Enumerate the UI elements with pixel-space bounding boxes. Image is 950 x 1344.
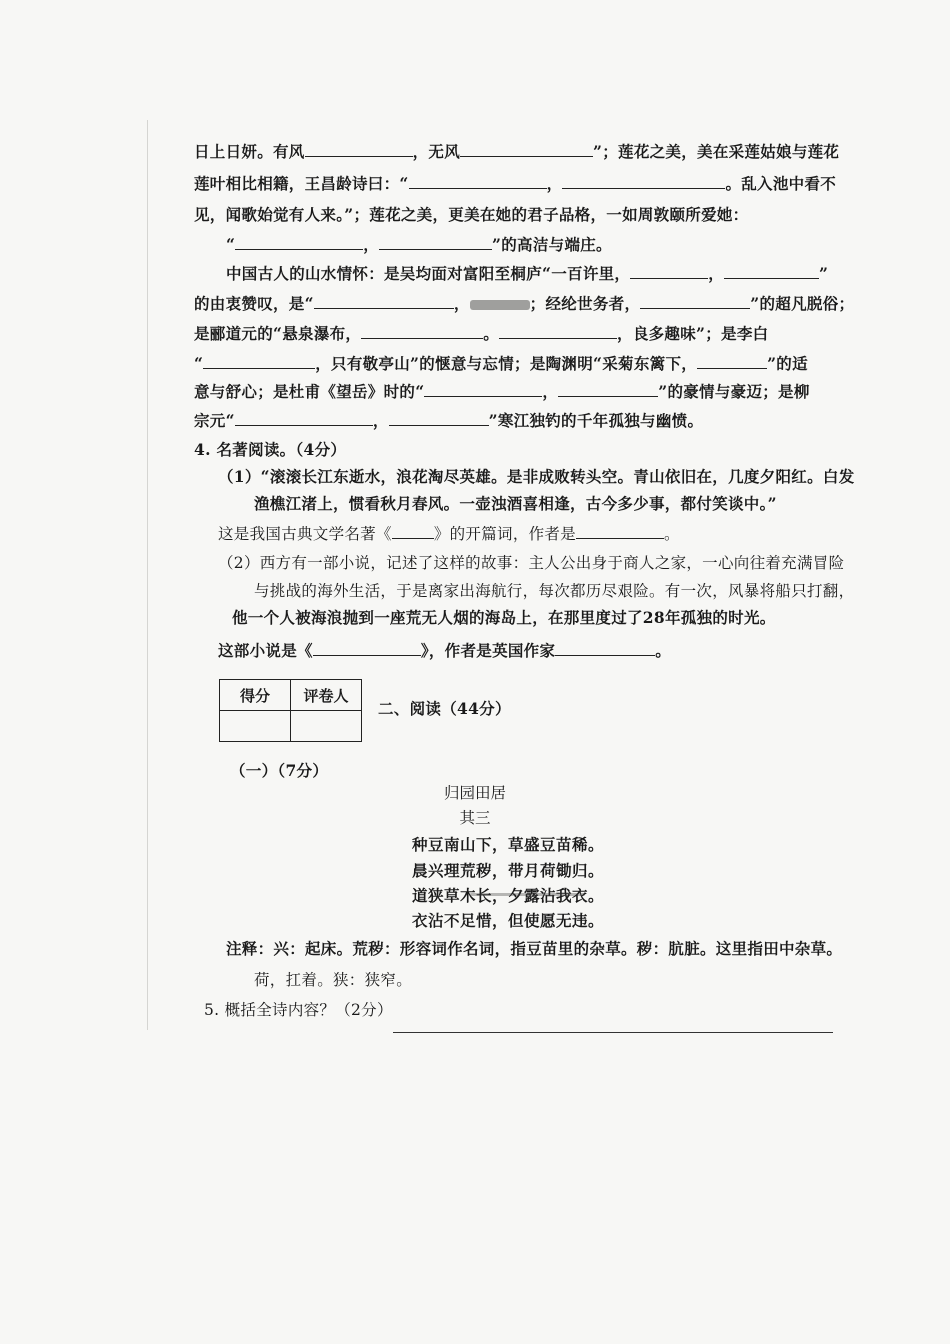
- q4-title: 4. 名著阅读。（4分）: [194, 440, 347, 459]
- answer-blank[interactable]: [697, 354, 767, 369]
- q3-line-2: 莲叶相比相籍，王昌龄诗曰：“ ， 。乱入池中看不: [194, 174, 837, 193]
- answer-blank[interactable]: [640, 294, 750, 309]
- q5-title: 5. 概括全诗内容？（2分）: [204, 1001, 393, 1019]
- answer-blank[interactable]: [724, 264, 819, 279]
- part-1-heading: （一）（7分）: [230, 761, 329, 780]
- answer-blank[interactable]: [392, 524, 434, 539]
- score-table: [219, 679, 362, 742]
- answer-blank[interactable]: [409, 174, 547, 189]
- answer-blank[interactable]: [313, 641, 421, 656]
- poem-line: 衣沾不足惜，但使愿无违。: [412, 911, 605, 930]
- answer-blank[interactable]: [314, 294, 454, 309]
- smudge: [470, 893, 585, 896]
- answer-blank[interactable]: [361, 324, 483, 339]
- q3-line-9: 意与舒心；是杜甫《望岳》时的“ ， ”的豪情与豪迈；是柳: [194, 382, 810, 401]
- score-header: 得分: [220, 680, 291, 711]
- q4-p1-line-1: （1）“滚滚长江东逝水，浪花淘尽英雄。是非成败转头空。青山依旧在，几度夕阳红。白发: [218, 467, 855, 486]
- poem-line: 种豆南山下，草盛豆苗稀。: [412, 835, 605, 854]
- q3-line-3: 见，闻歌始觉有人来。”；莲花之美，更美在她的君子品格，一如周敦颐所爱她：: [194, 205, 749, 224]
- grader-header: 评卷人: [291, 680, 362, 711]
- poem-line: 道狭草木长，夕露沾我衣。: [412, 886, 605, 905]
- answer-blank[interactable]: [460, 142, 593, 157]
- q3-line-4: “ ， ”的高洁与端庄。: [226, 235, 612, 254]
- scan-edge: [147, 120, 148, 1030]
- q3-line-8: “ ，只有敬亭山”的惬意与忘情；是陶渊明“采菊东篱下， ”的适: [194, 354, 808, 373]
- poem-subtitle: 其三: [459, 809, 491, 827]
- answer-blank[interactable]: [555, 641, 655, 656]
- grader-cell[interactable]: [291, 711, 362, 742]
- q3-line-10: 宗元“ ， ”寒江独钓的千年孤独与幽愤。: [194, 411, 704, 430]
- answer-line[interactable]: [393, 1032, 833, 1033]
- q4-p1-line-2: 渔樵江渚上，惯看秋月春风。一壶浊酒喜相逢，古今多少事，都付笑谈中。”: [254, 494, 777, 513]
- answer-blank[interactable]: [424, 382, 542, 397]
- q4-p1-line-3: 这是我国古典文学名著《 》的开篇词，作者是 。: [218, 525, 680, 543]
- q3-line-7: 是郦道元的“悬泉瀑布， 。 ，良多趣味”；是李白: [194, 324, 769, 343]
- notes-line-2: 荷，扛着。狭：狭窄。: [254, 971, 413, 989]
- q4-p2-line-1: （2）西方有一部小说，记述了这样的故事：主人公出身于商人之家，一心向往着充满冒险: [218, 554, 845, 572]
- section-2-heading: 二、阅读（44分）: [378, 699, 511, 718]
- answer-blank[interactable]: [379, 235, 492, 250]
- q4-p2-line-4: 这部小说是《 》，作者是英国作家 。: [218, 641, 672, 660]
- answer-blank[interactable]: [389, 411, 489, 426]
- smudge: [470, 300, 530, 310]
- answer-blank[interactable]: [558, 382, 658, 397]
- answer-blank[interactable]: [499, 324, 617, 339]
- answer-blank[interactable]: [576, 524, 664, 539]
- q3-line-6: 的由衷赞叹，是“ ， ；经纶世务者， ”的超凡脱俗；: [194, 294, 855, 313]
- q3-line-1: 日上日妍。有风 ，无风 ”；莲花之美，美在采莲姑娘与莲花: [194, 142, 840, 161]
- q4-p2-line-3: 他一个人被海浪抛到一座荒无人烟的海岛上，在那里度过了28年孤独的时光。: [232, 608, 776, 627]
- score-cell[interactable]: [220, 711, 291, 742]
- answer-blank[interactable]: [235, 235, 363, 250]
- answer-blank[interactable]: [203, 354, 315, 369]
- poem-title: 归园田居: [443, 784, 506, 802]
- answer-blank[interactable]: [562, 174, 725, 189]
- answer-blank[interactable]: [305, 142, 413, 157]
- answer-blank[interactable]: [630, 264, 708, 279]
- poem-line: 晨兴理荒秽，带月荷锄归。: [412, 861, 605, 880]
- q4-p2-line-2: 与挑战的海外生活，于是离家出海航行，每次都历尽艰险。有一次，风暴将船只打翻，: [254, 582, 855, 600]
- notes-line-1: 注释：兴：起床。荒秽：形容词作名词，指豆苗里的杂草。秽：肮脏。这里指田中杂草。: [226, 939, 843, 958]
- q3-line-5: 中国古人的山水情怀：是吴均面对富阳至桐庐“一百许里， ， ”: [226, 264, 829, 283]
- answer-blank[interactable]: [235, 411, 373, 426]
